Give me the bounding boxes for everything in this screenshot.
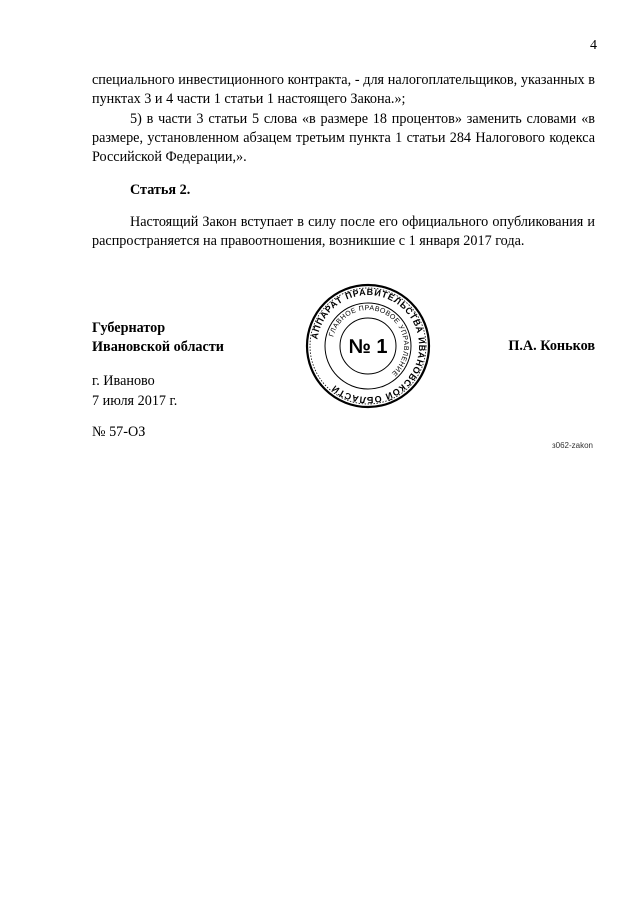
official-seal (305, 283, 431, 409)
signatory-name: П.А. Коньков (508, 338, 595, 354)
seal-number: № 1 (348, 336, 388, 358)
paragraph-line: 5) в части 3 статьи 5 слова «в размере 18 процентов» заменить словами (130, 110, 577, 127)
seal-inner-text: ГЛАВНОЕ ПРАВОВОЕ УПРАВЛЕНИЕ (328, 304, 410, 378)
file-code: з062-zakon (551, 441, 593, 450)
law-number: № 57-ОЗ (92, 424, 146, 440)
place: г. Иваново (92, 373, 155, 389)
paragraph-1 (92, 71, 595, 110)
signatory-title-line: Губернатор (92, 320, 166, 336)
page-number: 4 (590, 38, 597, 53)
article-text (92, 213, 595, 252)
paragraph-2 (92, 110, 595, 168)
date: 7 июля 2017 г. (92, 393, 178, 409)
article-line: Настоящий Закон вступает в силу после его официального (130, 214, 489, 230)
signatory-title-line: Ивановской области (92, 339, 224, 356)
paragraph-line: указанных в пунктах 3 и 4 части 1 статьи 1 настоящего Закона.»; (92, 72, 596, 108)
signatory-title (92, 319, 224, 358)
article-heading: Статья 2. (130, 182, 191, 198)
article-line: опубликования и распространяется на правоотношения, возникшие (92, 214, 595, 250)
place-and-date (92, 371, 177, 411)
paragraph-line: специального инвестиционного контракта, - для налогоплательщиков, (92, 72, 518, 88)
paragraph-line: «в размере, установленном абзацем третьим пункта 1 статьи 284 Налогового (92, 110, 595, 146)
seal-ring-text: АППАРАТ ПРАВИТЕЛЬСТВА ИВАНОВСКОЙ ОБЛАСТИ (309, 286, 428, 406)
article-paragraph (92, 213, 595, 252)
article-line: с 1 января 2017 года. (398, 233, 525, 250)
body-paragraphs (92, 71, 595, 167)
paragraph-line: кодекса Российской Федерации,». (92, 129, 596, 166)
